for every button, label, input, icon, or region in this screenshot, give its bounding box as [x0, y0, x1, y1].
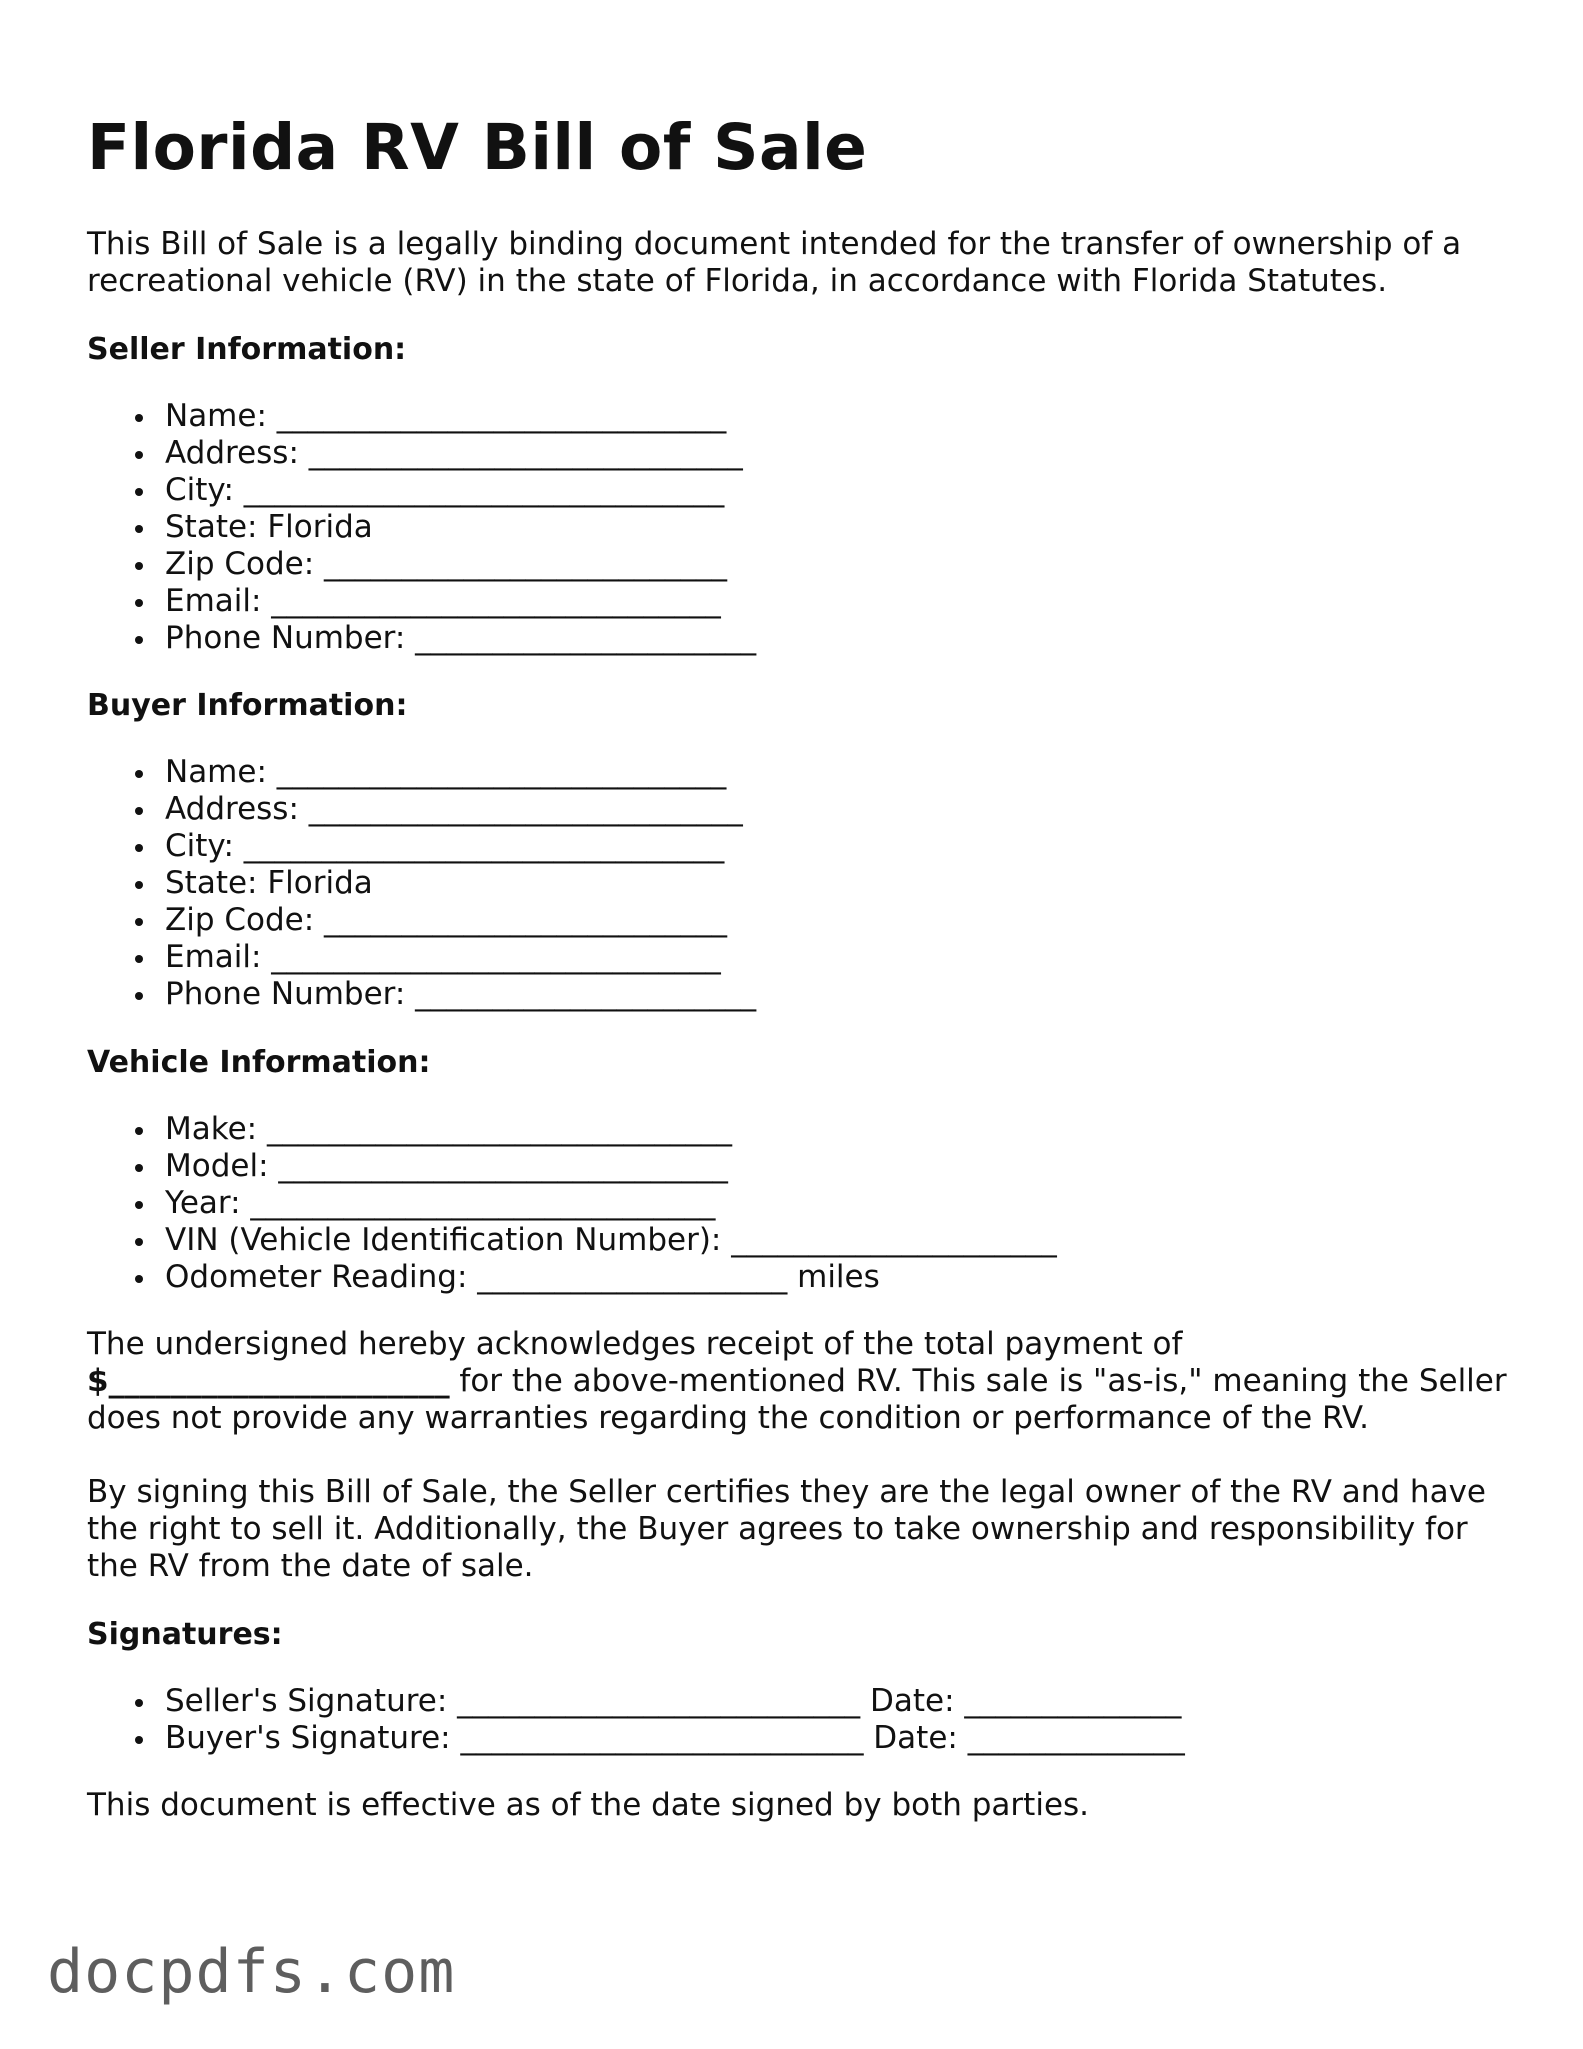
buyer-name-field: Name: _____________________________: [165, 754, 756, 791]
seller-email-field: Email: _____________________________: [165, 583, 756, 620]
vehicle-list: [87, 1111, 1057, 1296]
buyer-signature-line: Buyer's Signature: __________________________ Date: ______________: [165, 1720, 1185, 1756]
payment-line1: The undersigned hereby acknowledges receipt of the total payment of: [87, 1326, 1183, 1362]
payment-paragraph: [87, 1326, 1507, 1437]
seller-phone-field: Phone Number: ______________________: [165, 620, 757, 656]
seller-name-field: Name: _____________________________: [165, 398, 756, 435]
intro-paragraph: This Bill of Sale is a legally binding document intended for the transfer of ownership of a recreational vehicle (RV) in the state of Florida, in accordance with Florida Statutes.: [87, 226, 1462, 299]
vehicle-heading: Vehicle Information:: [87, 1045, 431, 1080]
seller-list: [87, 398, 756, 657]
seller-signature-line: Seller's Signature: __________________________ Date: ______________: [165, 1683, 1185, 1720]
vehicle-make-field: Make: ______________________________: [165, 1111, 1057, 1148]
vehicle-vin-field: VIN (Vehicle Identification Number): _____________________: [165, 1222, 1057, 1258]
closing-statement: This document is effective as of the date signed by both parties.: [87, 1787, 1090, 1823]
vehicle-model-field: Model: _____________________________: [165, 1148, 1057, 1185]
seller-state-field: State: Florida: [165, 509, 756, 546]
payment-line2: for the above-mentioned RV. This sale is "as-is," meaning the Seller does not provide any warranties regarding the condition or performance of the RV.: [87, 1363, 1507, 1436]
document-title: Florida RV Bill of Sale: [87, 111, 868, 184]
certification-paragraph: By signing this Bill of Sale, the Seller certifies they are the legal owner of the RV and have the right to sell it. Additionally, the Buyer agrees to take ownership and responsibility for the RV from the date of sale.: [87, 1474, 1486, 1584]
buyer-phone-field: Phone Number: ______________________: [165, 976, 757, 1012]
seller-heading: Seller Information:: [87, 332, 407, 367]
buyer-zip-field: Zip Code: __________________________: [165, 902, 756, 939]
buyer-city-field: City: _______________________________: [165, 828, 756, 865]
signatures-heading: Signatures:: [87, 1617, 283, 1652]
seller-zip-field: Zip Code: __________________________: [165, 546, 756, 583]
seller-city-field: City: _______________________________: [165, 472, 756, 509]
buyer-email-field: Email: _____________________________: [165, 939, 756, 976]
buyer-list: [87, 754, 756, 1013]
signatures-list: [87, 1683, 1185, 1757]
seller-address-field: Address: ____________________________: [165, 435, 756, 472]
payment-amount: $______________________: [87, 1363, 450, 1399]
vehicle-year-field: Year: ______________________________: [165, 1185, 1057, 1222]
buyer-address-field: Address: ____________________________: [165, 791, 756, 828]
watermark-logo: docpdfs.com: [47, 1937, 456, 2007]
buyer-heading: Buyer Information:: [87, 688, 408, 723]
vehicle-odometer-field: Odometer Reading: ____________________ miles: [165, 1259, 1057, 1296]
buyer-state-field: State: Florida: [165, 865, 756, 902]
